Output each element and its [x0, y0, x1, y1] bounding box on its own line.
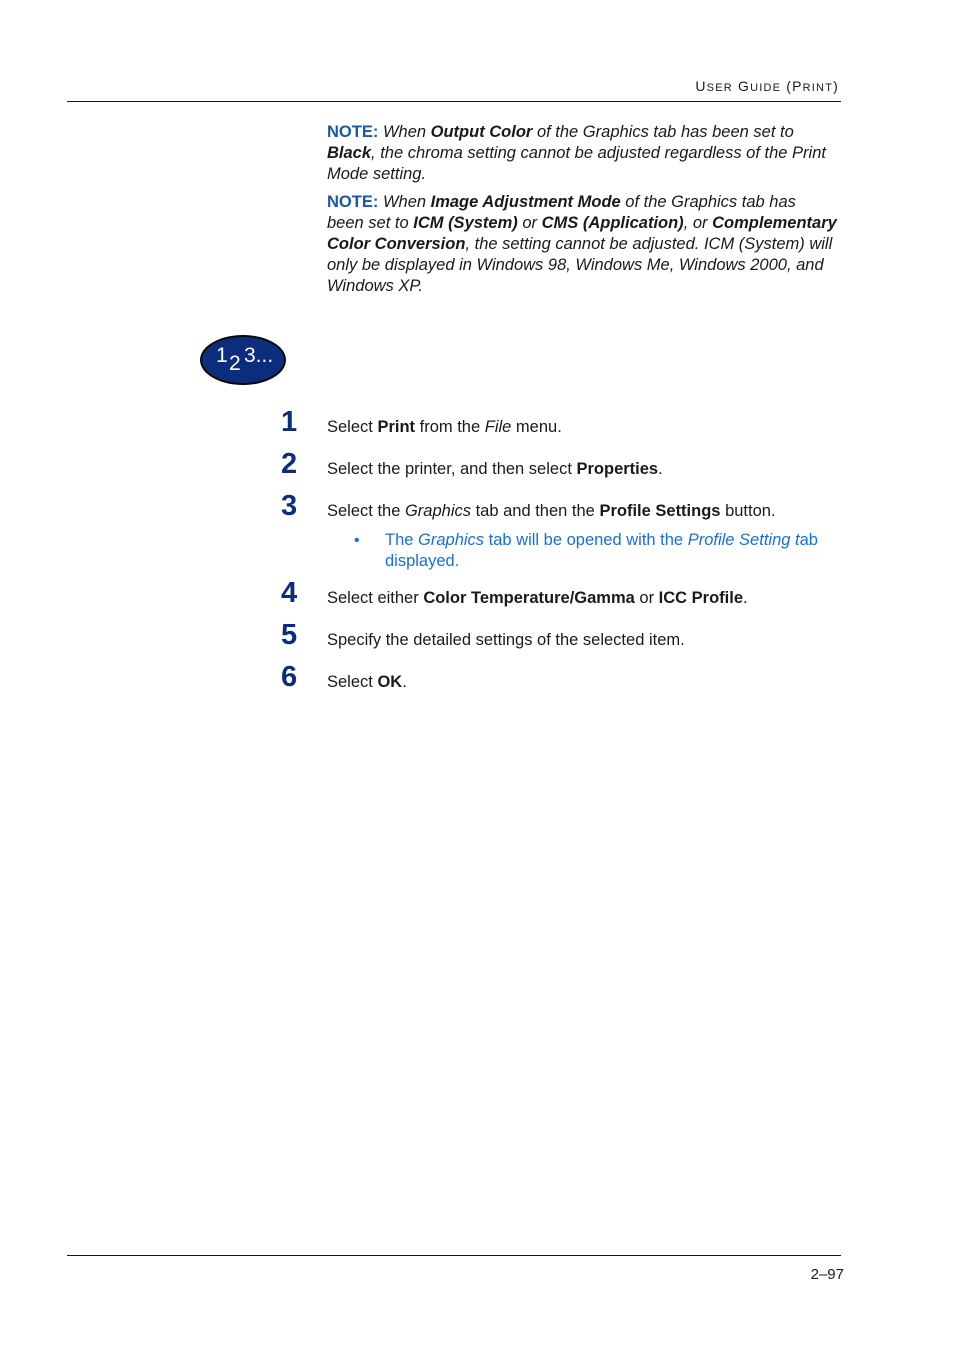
step-text-4: Select either Color Temperature/Gamma or ICC Profile.: [327, 589, 748, 607]
step-number-6: 6: [281, 661, 298, 693]
step-text-3: Select the Graphics tab and then the Profile Settings button.: [327, 502, 776, 520]
step-number-1: 1: [281, 406, 298, 438]
bullet-text: The Graphics tab will be opened with the Profile Setting tab displayed.: [385, 531, 818, 570]
step-number-3: 3: [281, 490, 298, 522]
step-text-5: Specify the detailed settings of the selected item.: [327, 631, 685, 649]
step-number-5: 5: [281, 619, 298, 651]
note-label: NOTE:: [327, 123, 379, 141]
step-number-2: 2: [281, 448, 298, 480]
header-rule: [67, 101, 841, 102]
step-text-6: Select OK.: [327, 673, 407, 691]
step-number-4: 4: [281, 577, 298, 609]
steps-icon: 1 2 3...: [202, 337, 284, 383]
step-text-1: Select Print from the File menu.: [327, 418, 562, 436]
bullet-marker: •: [354, 532, 360, 549]
step-text-2: Select the printer, and then select Properties.: [327, 460, 663, 478]
running-header: USER GUIDE (PRINT): [695, 78, 839, 94]
page-number: 2–97: [810, 1266, 844, 1283]
note-output-color: NOTE: When Output Color of the Graphics tab has been set to Black, the chroma setting cannot be adjusted regardless of the Print Mode setting.: [327, 123, 826, 183]
note-label: NOTE:: [327, 193, 379, 211]
footer-rule: [67, 1255, 841, 1256]
note-image-adjustment: NOTE: When Image Adjustment Mode of the Graphics tab has been set to ICM (System) or CMS (Application), or Complementary Color Conversion, the setting cannot be adjusted. ICM (System) will only be displayed in Windows 98, Windows Me, Windows 2000, and Windows XP.: [327, 193, 837, 295]
